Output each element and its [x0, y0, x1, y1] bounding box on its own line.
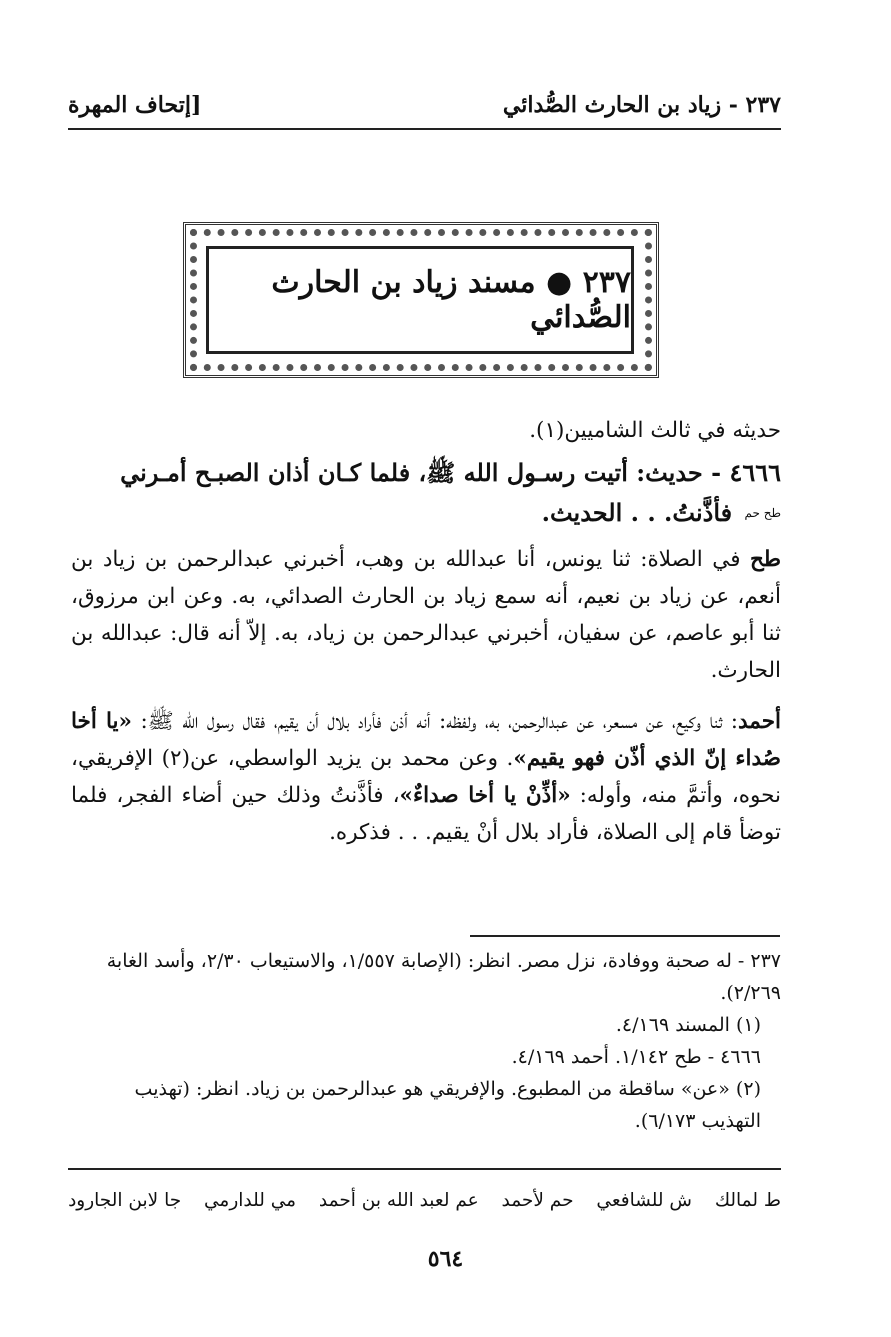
footnote-4: (٢) «عن» ساقطة من المطبوع. والإفريقي هو عبدالرحمن بن زياد. انظر: (تهذيب التهذيب ٦/١٧٣).: [134, 1078, 761, 1132]
running-head: [68, 78, 781, 118]
page-number: ٥٦٤: [427, 1246, 464, 1272]
abbrev-item: ط لمالك: [714, 1189, 781, 1211]
footnote-1: ٢٣٧ - له صحبة ووفادة، نزل مصر. انظر: (الإصابة ١/٥٥٧، والاستيعاب ٢/٣٠، وأسد الغابة ٢/٢٦٩).: [106, 950, 781, 1004]
musnad-heading: ٢٣٧ ● مسند زياد بن الحارث الصُّدائي: [271, 265, 631, 335]
abbrev-item: حم لأحمد: [501, 1189, 574, 1211]
abbreviation-key: [68, 1180, 781, 1220]
section-title: ٢٣٧ - زياد بن الحارث الصُّدائي: [502, 92, 781, 118]
paragraph-2-text-b: . وعن محمد بن يزيد الواسطي، عن(٢) الإفريقي، نحوه، وأتمَّ منه، وأوله:: [71, 746, 781, 808]
hadith-title-end: فأذَّنتُ. . . الحديث.: [541, 498, 733, 527]
abbrev-item: عم لعبد الله بن أحمد: [318, 1189, 479, 1211]
paragraph-1-text: في الصلاة: ثنا يونس، أنا عبدالله بن وهب، أخبرني عبدالرحمن بن زياد بن أنعم، عن زياد بن نعيم، أنه سمع زياد بن الحارث الصدائي، به. وعن ابن مرزوق، ثنا أبو عاصم، عن سفيان، أخبرني عبدالرحمن بن زياد، به. إلاّ أنه قال: عبدالله بن الحارث.: [71, 547, 781, 683]
header-rule: [68, 128, 781, 130]
musnad-heading-box: [206, 246, 634, 354]
abbrev-item: مي للدارمي: [203, 1189, 297, 1211]
abbrev-item: ش للشافعي: [596, 1189, 692, 1211]
abbrev-item: جا لابن الجارود: [68, 1189, 182, 1211]
source-ahmad: أحمد: [738, 709, 781, 734]
paragraph-2-text-c: ، فأذَّنتُ وذلك حين أضاء الفجر، فلما توضأ قام إلى الصلاة، فأراد بلال أنْ يقيم. . . فذكره.: [71, 783, 781, 845]
footnote-rule: [470, 935, 780, 937]
footer-rule: [68, 1168, 781, 1170]
hadith-title: ٤٦٦٦ - حديث: أتيت رسـول الله ﷺ، فلما كـان أذان الصبـح أمـرني: [120, 458, 781, 487]
paragraph-2-text-a: : ثنا وكيع، عن مسعر، عن عبدالرحمن، به، ولفظه: أنه أذن فأراد بلال أن يقيم، فقال رسول الله ﷺ:: [131, 709, 739, 734]
intro-line: حديثه في ثالث الشاميين(١).: [529, 418, 781, 443]
book-title: [إتحاف المهرة: [68, 92, 202, 118]
paragraph-ahmad: [71, 703, 781, 851]
footnotes: [71, 945, 781, 1137]
source-tahawi: طح: [750, 547, 781, 572]
footnote-2: (١) المسند ٤/١٦٩.: [615, 1014, 761, 1036]
hadith-title-cont: [71, 493, 781, 533]
hadith-quote-1: «يا أخا صُداء إنّ الذي أذّن فهو يقيم»: [71, 709, 781, 771]
footnote-3: ٤٦٦٦ - طح ١/١٤٢. أحمد ٤/١٦٩.: [511, 1046, 761, 1068]
main-text: [71, 412, 781, 851]
paragraph-tahawi: [71, 541, 781, 689]
hadith-heading: [71, 453, 781, 533]
hadith-sigla: طح حم: [744, 506, 781, 520]
hadith-quote-2: «أذِّنْ يا أخا صداءٌ»: [399, 783, 571, 808]
